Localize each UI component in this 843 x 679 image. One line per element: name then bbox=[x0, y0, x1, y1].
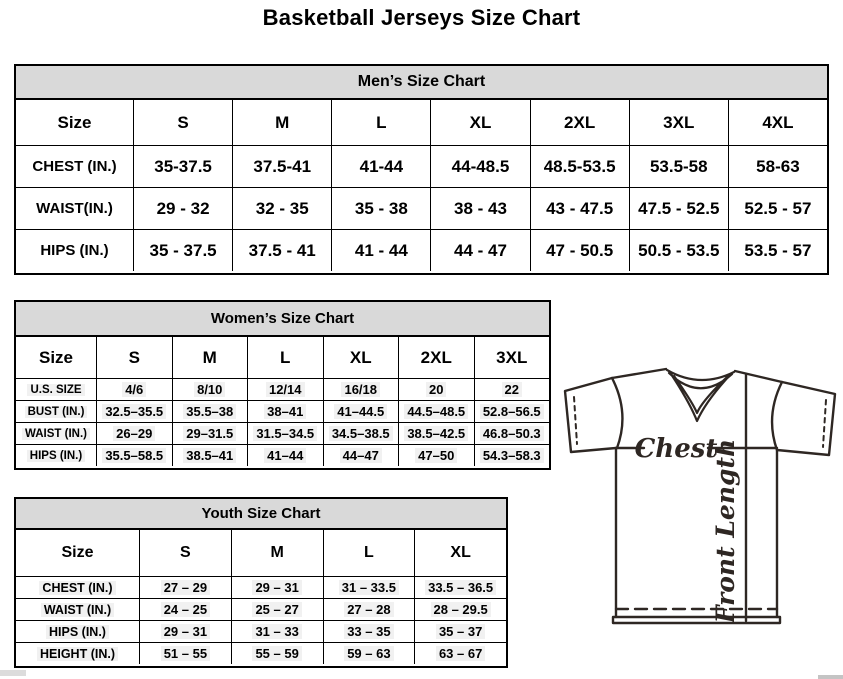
value-cell bbox=[247, 422, 323, 444]
value-cell-text: 63 – 67 bbox=[436, 646, 485, 661]
value-cell: 47 - 50.5 bbox=[530, 229, 629, 271]
value-cell bbox=[414, 642, 506, 664]
value-cell bbox=[323, 620, 415, 642]
value-cell bbox=[172, 378, 248, 400]
value-cell-text: 54.3–58.3 bbox=[480, 448, 544, 463]
value-cell: 38 - 43 bbox=[430, 187, 529, 229]
row-label-cell bbox=[16, 642, 139, 664]
value-cell-text: 35.5–58.5 bbox=[102, 448, 166, 463]
value-cell-text: 34.5–38.5 bbox=[329, 426, 393, 441]
row-label-cell-text: BUST (IN.) bbox=[25, 406, 88, 418]
row-label-cell bbox=[16, 378, 96, 400]
value-cell-text: 16/18 bbox=[341, 382, 380, 397]
size-header-cell: Size bbox=[61, 544, 94, 561]
row-label-cell-text: WAIST (IN.) bbox=[22, 428, 90, 440]
header-cell: M bbox=[231, 530, 323, 576]
value-cell bbox=[247, 444, 323, 466]
row-label-cell bbox=[16, 400, 96, 422]
header-cell: S bbox=[96, 337, 172, 378]
header-cell: M bbox=[232, 100, 331, 145]
value-cell-text: 4/6 bbox=[122, 382, 146, 397]
value-cell-text: 59 – 63 bbox=[344, 646, 393, 661]
value-cell bbox=[474, 444, 550, 466]
value-cell bbox=[398, 422, 474, 444]
value-cell bbox=[323, 444, 399, 466]
value-cell-text: 22 bbox=[502, 382, 522, 397]
value-cell-text: 44–47 bbox=[340, 448, 382, 463]
value-cell: 32 - 35 bbox=[232, 187, 331, 229]
jersey-hem bbox=[613, 617, 780, 623]
row-label-cell bbox=[16, 620, 139, 642]
value-cell: 44 - 47 bbox=[430, 229, 529, 271]
value-cell bbox=[398, 444, 474, 466]
value-cell-text: 38.5–41 bbox=[183, 448, 236, 463]
value-cell: 41-44 bbox=[331, 145, 430, 187]
header-cell: XL bbox=[323, 337, 399, 378]
value-cell bbox=[96, 444, 172, 466]
value-cell-text: 35 – 37 bbox=[436, 624, 485, 639]
value-cell-text: 38–41 bbox=[264, 404, 306, 419]
header-cell: 2XL bbox=[398, 337, 474, 378]
value-cell-text: 33 – 35 bbox=[344, 624, 393, 639]
value-cell bbox=[139, 598, 231, 620]
jersey-right-armhole-seam bbox=[772, 382, 782, 450]
value-cell-text: 8/10 bbox=[194, 382, 225, 397]
chest-label: Chest bbox=[634, 434, 718, 464]
womens-chart-title: Women’s Size Chart bbox=[16, 302, 549, 337]
value-cell-text: 29 – 31 bbox=[161, 624, 210, 639]
header-cell: 3XL bbox=[629, 100, 728, 145]
value-cell bbox=[323, 576, 415, 598]
value-cell: 53.5-58 bbox=[629, 145, 728, 187]
row-label-cell bbox=[16, 422, 96, 444]
value-cell: 52.5 - 57 bbox=[728, 187, 827, 229]
value-cell-text: 27 – 28 bbox=[344, 602, 393, 617]
value-cell: 47.5 - 52.5 bbox=[629, 187, 728, 229]
jersey-collar bbox=[667, 370, 734, 421]
row-label-cell: WAIST(IN.) bbox=[16, 187, 133, 229]
value-cell: 50.5 - 53.5 bbox=[629, 229, 728, 271]
row-label-cell-text: CHEST (IN.) bbox=[39, 581, 115, 595]
value-cell bbox=[474, 422, 550, 444]
value-cell bbox=[139, 620, 231, 642]
row-label-cell-text: HIPS (IN.) bbox=[46, 625, 109, 639]
row-label-cell-text: HIPS (IN.) bbox=[27, 450, 85, 462]
value-cell bbox=[96, 422, 172, 444]
value-cell-text: 28 – 29.5 bbox=[431, 602, 491, 617]
value-cell bbox=[323, 642, 415, 664]
value-cell: 29 - 32 bbox=[133, 187, 232, 229]
value-cell-text: 20 bbox=[426, 382, 446, 397]
value-cell bbox=[139, 576, 231, 598]
value-cell-text: 41–44 bbox=[264, 448, 306, 463]
mens-chart-grid bbox=[16, 100, 827, 271]
value-cell-text: 25 – 27 bbox=[252, 602, 301, 617]
value-cell: 35-37.5 bbox=[133, 145, 232, 187]
value-cell bbox=[474, 400, 550, 422]
row-label-cell: CHEST (IN.) bbox=[16, 145, 133, 187]
value-cell-text: 35.5–38 bbox=[183, 404, 236, 419]
jersey-diagram-svg bbox=[560, 363, 840, 629]
row-label-cell-text: HEIGHT (IN.) bbox=[37, 647, 118, 661]
value-cell bbox=[323, 598, 415, 620]
row-label-cell-text: WAIST (IN.) bbox=[41, 603, 114, 617]
value-cell-text: 31 – 33.5 bbox=[339, 580, 399, 595]
value-cell-text: 38.5–42.5 bbox=[404, 426, 468, 441]
value-cell-text: 32.5–35.5 bbox=[102, 404, 166, 419]
value-cell: 53.5 - 57 bbox=[728, 229, 827, 271]
header-cell: M bbox=[172, 337, 248, 378]
jersey-measurement-diagram bbox=[560, 363, 840, 629]
front-length-label: Front Length bbox=[711, 438, 740, 624]
value-cell bbox=[323, 422, 399, 444]
mens-chart-title: Men’s Size Chart bbox=[16, 66, 827, 100]
jersey-body-outline bbox=[616, 448, 777, 617]
value-cell-text: 31 – 33 bbox=[252, 624, 301, 639]
value-cell bbox=[247, 378, 323, 400]
value-cell-text: 47–50 bbox=[415, 448, 457, 463]
value-cell: 44-48.5 bbox=[430, 145, 529, 187]
value-cell bbox=[231, 642, 323, 664]
value-cell: 43 - 47.5 bbox=[530, 187, 629, 229]
value-cell bbox=[231, 620, 323, 642]
value-cell-text: 41–44.5 bbox=[334, 404, 387, 419]
value-cell bbox=[323, 400, 399, 422]
value-cell-text: 29 – 31 bbox=[252, 580, 301, 595]
row-label-cell bbox=[16, 444, 96, 466]
value-cell bbox=[323, 378, 399, 400]
value-cell bbox=[398, 378, 474, 400]
value-cell-text: 29–31.5 bbox=[183, 426, 236, 441]
mens-size-chart bbox=[14, 64, 829, 275]
youth-chart-grid bbox=[16, 530, 506, 664]
value-cell bbox=[414, 576, 506, 598]
header-cell: XL bbox=[430, 100, 529, 145]
value-cell: 37.5 - 41 bbox=[232, 229, 331, 271]
value-cell: 41 - 44 bbox=[331, 229, 430, 271]
value-cell bbox=[247, 400, 323, 422]
value-cell bbox=[231, 598, 323, 620]
value-cell-text: 27 – 29 bbox=[161, 580, 210, 595]
value-cell: 37.5-41 bbox=[232, 145, 331, 187]
womens-size-chart bbox=[14, 300, 551, 470]
scrollbar-fragment-right[interactable] bbox=[818, 675, 843, 679]
value-cell bbox=[96, 400, 172, 422]
header-cell: L bbox=[323, 530, 415, 576]
value-cell-text: 31.5–34.5 bbox=[253, 426, 317, 441]
value-cell-text: 55 – 59 bbox=[252, 646, 301, 661]
value-cell bbox=[139, 642, 231, 664]
header-cell: XL bbox=[414, 530, 506, 576]
header-cell: L bbox=[247, 337, 323, 378]
womens-chart-grid bbox=[16, 337, 549, 466]
youth-size-chart bbox=[14, 497, 508, 668]
size-header-cell: Size bbox=[38, 347, 74, 367]
value-cell: 48.5-53.5 bbox=[530, 145, 629, 187]
value-cell-text: 51 – 55 bbox=[161, 646, 210, 661]
value-cell bbox=[172, 422, 248, 444]
value-cell-text: 52.8–56.5 bbox=[480, 404, 544, 419]
value-cell bbox=[414, 598, 506, 620]
value-cell bbox=[414, 620, 506, 642]
page-title: Basketball Jerseys Size Chart bbox=[262, 5, 581, 30]
value-cell bbox=[398, 400, 474, 422]
value-cell bbox=[231, 576, 323, 598]
value-cell-text: 12/14 bbox=[266, 382, 305, 397]
jersey-right-sleeve bbox=[735, 371, 835, 455]
header-cell: 4XL bbox=[728, 100, 827, 145]
header-cell: L bbox=[331, 100, 430, 145]
value-cell bbox=[172, 400, 248, 422]
header-cell: 2XL bbox=[530, 100, 629, 145]
value-cell bbox=[96, 378, 172, 400]
value-cell-text: 46.8–50.3 bbox=[480, 426, 544, 441]
value-cell-text: 26–29 bbox=[113, 426, 155, 441]
value-cell: 35 - 37.5 bbox=[133, 229, 232, 271]
value-cell: 58-63 bbox=[728, 145, 827, 187]
row-label-cell-text: U.S. SIZE bbox=[27, 384, 84, 396]
header-cell: S bbox=[133, 100, 232, 145]
row-label-cell: HIPS (IN.) bbox=[16, 229, 133, 271]
row-label-cell bbox=[16, 598, 139, 620]
size-header-cell: Size bbox=[57, 112, 92, 132]
jersey-right-cuff-dashed bbox=[823, 400, 826, 447]
header-cell: S bbox=[139, 530, 231, 576]
value-cell bbox=[172, 444, 248, 466]
header-cell: 3XL bbox=[474, 337, 550, 378]
jersey-left-armhole-seam bbox=[612, 378, 622, 448]
value-cell-text: 24 – 25 bbox=[161, 602, 210, 617]
value-cell bbox=[474, 378, 550, 400]
jersey-left-cuff-dashed bbox=[574, 397, 577, 444]
value-cell-text: 44.5–48.5 bbox=[404, 404, 468, 419]
value-cell-text: 33.5 – 36.5 bbox=[425, 580, 496, 595]
youth-chart-title: Youth Size Chart bbox=[16, 499, 506, 530]
scrollbar-fragment-left[interactable] bbox=[0, 670, 26, 676]
row-label-cell bbox=[16, 576, 139, 598]
value-cell: 35 - 38 bbox=[331, 187, 430, 229]
